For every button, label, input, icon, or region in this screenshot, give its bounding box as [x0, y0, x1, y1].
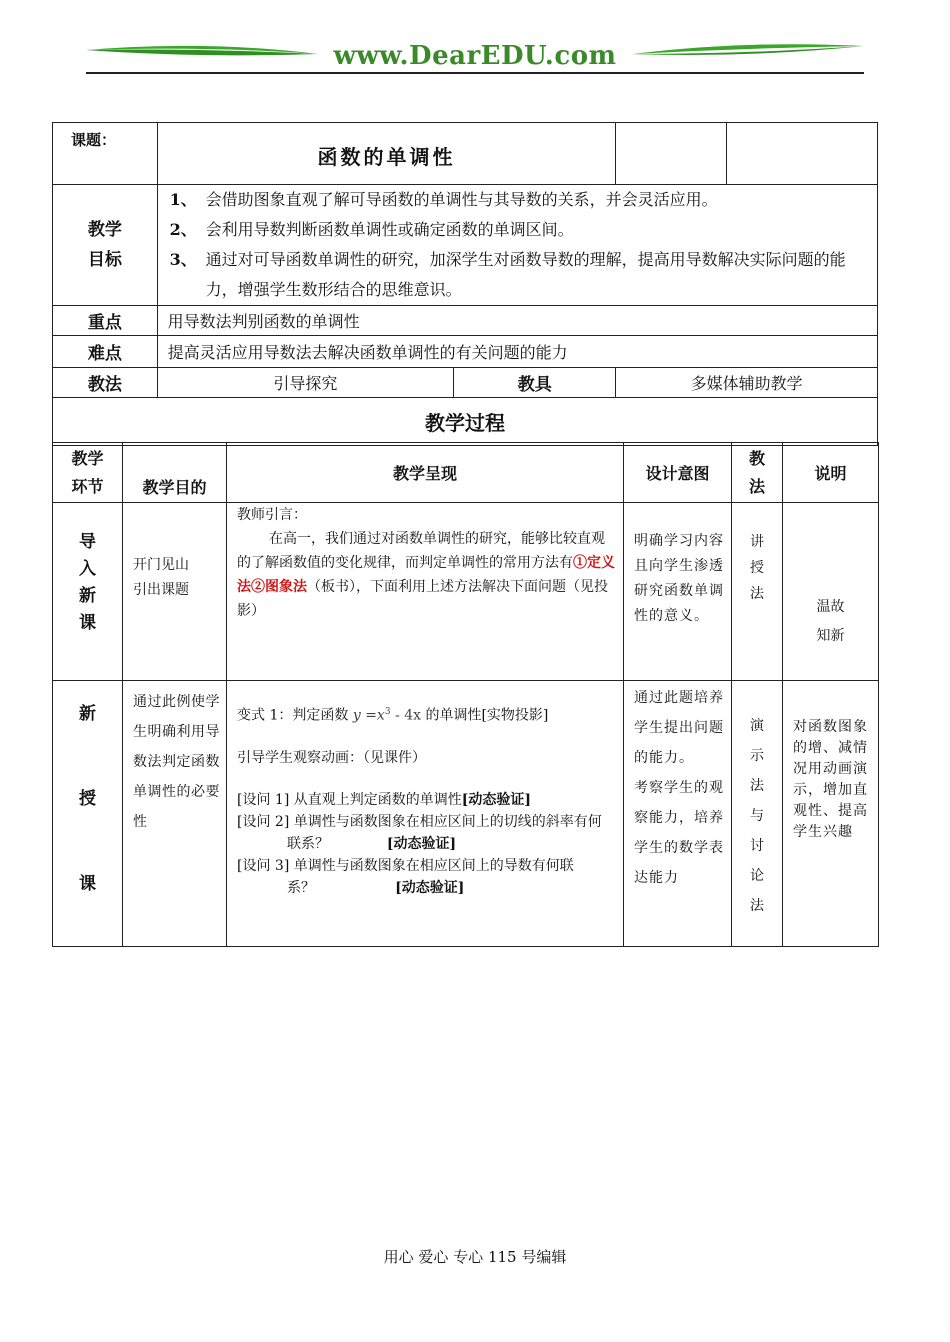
goals-cell	[157, 185, 877, 306]
goals-label: 教学 目标	[53, 185, 158, 306]
lesson-info-table	[52, 122, 878, 446]
topic-label: 课题：	[53, 123, 158, 185]
key-point-label: 重点	[53, 306, 158, 336]
method-text: 引导探究	[157, 368, 454, 398]
stage-intro: 导 入 新 课	[53, 503, 123, 681]
goal-item: 1、 会借助图象直观了解可导函数的单调性与其导数的关系，并会灵活应用。	[169, 190, 718, 209]
process-table	[52, 442, 879, 947]
goal-item: 2、 会利用导数判断函数单调性或确定函数的单调区间。	[169, 220, 574, 239]
note-new-lesson: 对函数图象的增、减情况用动画演示，增加直观性、提高学生兴趣	[783, 681, 879, 947]
header-method: 教 法	[732, 443, 783, 503]
page-footer: 用心 爱心 专心 115 号编辑	[383, 1248, 567, 1266]
header-stage: 教学 环节	[53, 443, 123, 503]
note-intro: 温故 知新	[783, 503, 879, 681]
topic-title: 函数的单调性	[157, 123, 616, 185]
site-logo	[86, 40, 864, 74]
difficulty-text: 提高灵活应用导数法去解决函数单调性的有关问题的能力	[157, 336, 877, 368]
variant-1: 变式 1：判定函数 $y =x^3 - 4x$ 的单调性[实物投影]	[237, 707, 549, 724]
question-3: [设问 3] 单调性与函数图象在相应区间上的导数有何联系？ [动态验证]	[237, 857, 574, 896]
design-new-lesson: 通过此题培养学生提出问题的能力。 考察学生的观察能力，培养学生的数学表达能力	[624, 681, 732, 947]
design-intro: 明确学习内容且向学生渗透研究函数单调性的意义。	[624, 503, 732, 681]
topic-blank-cell-1	[616, 123, 727, 185]
guide-text: 引导学生观察动画：（见课件）	[237, 749, 426, 766]
purpose-intro: 开门见山 引出课题	[123, 503, 227, 681]
tool-text: 多媒体辅助教学	[616, 368, 878, 398]
tool-label: 教具	[454, 368, 616, 398]
method-new-lesson: 演 示 法 与 讨 论 法	[732, 681, 783, 947]
presentation-new-lesson	[227, 681, 624, 947]
goals-list	[162, 185, 869, 305]
header-purpose: 教学目的	[123, 443, 227, 503]
process-title: 教学过程	[53, 398, 878, 446]
difficulty-label: 难点	[53, 336, 158, 368]
presentation-intro: 教师引言： 在高一，我们通过对函数单调性的研究，能够比较直观的了解函数值的变化规律，而判定单调性的常用方法有①定义法②图象法（板书），下面利用上述方法解决下面问题（见投影）	[227, 503, 624, 681]
goal-item: 3、 通过对可导函数单调性的研究，加深学生对函数导数的理解，提高用导数解决实际问题的能力，增强学生数形结合的思维意识。	[169, 250, 846, 299]
stage-new-lesson: 新 授 课	[53, 681, 123, 947]
header-rule	[86, 72, 864, 74]
question-1: [设问 1] 从直观上判定函数的单调性[动态验证]	[237, 791, 531, 808]
logo-text: www.DearEDU.com	[333, 41, 617, 71]
method-intro: 讲 授 法	[732, 503, 783, 681]
question-2: [设问 2] 单调性与函数图象在相应区间上的切线的斜率有何联系？ [动态验证]	[237, 813, 602, 852]
method-label: 教法	[53, 368, 158, 398]
purpose-new-lesson: 通过此例使学生明确利用导数法判定函数单调性的必要性	[123, 681, 227, 947]
header-note: 说明	[783, 443, 879, 503]
header-design: 设计意图	[624, 443, 732, 503]
methods-highlight: ①定义法②图象法	[237, 555, 615, 595]
key-point-text: 用导数法判别函数的单调性	[157, 306, 877, 336]
topic-blank-cell-2	[727, 123, 878, 185]
header-presentation: 教学呈现	[227, 443, 624, 503]
